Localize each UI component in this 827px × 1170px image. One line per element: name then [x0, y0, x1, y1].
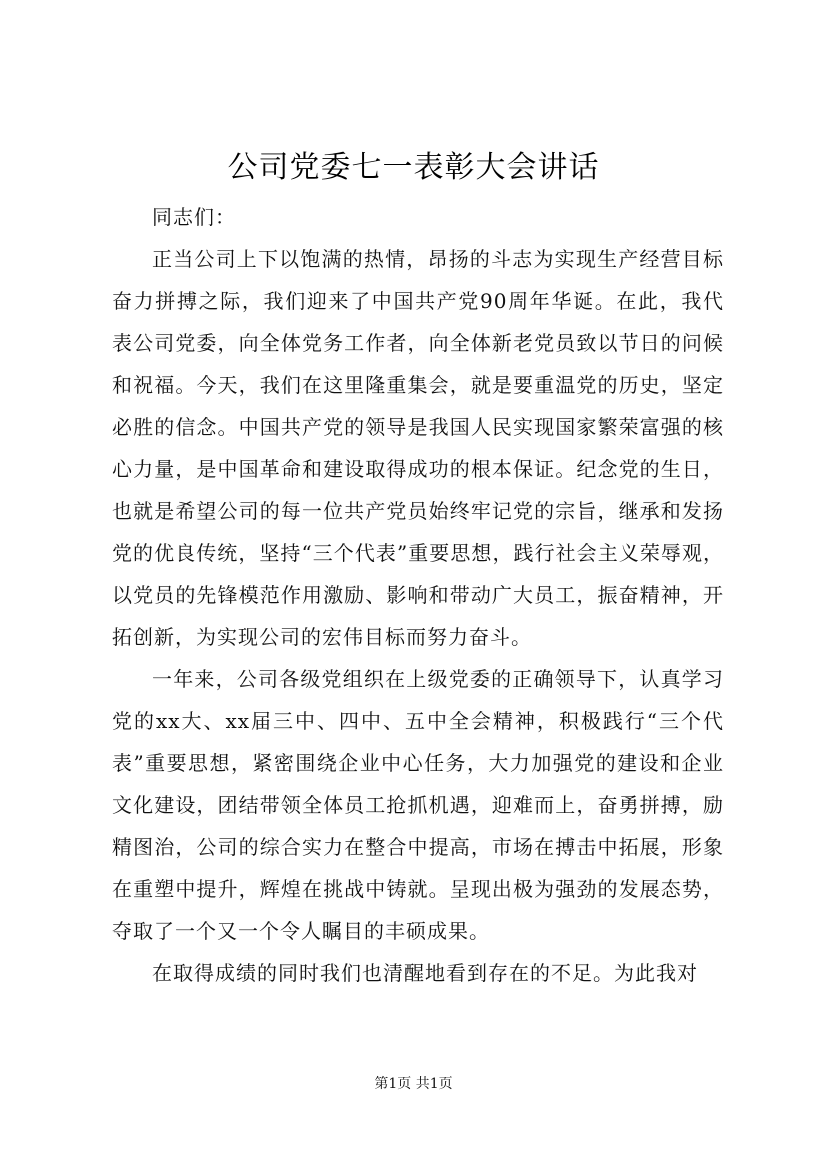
document-body	[112, 196, 724, 994]
salutation: 同志们：	[152, 205, 236, 229]
page-number-footer: 第1页 共1页	[374, 1076, 453, 1092]
paragraph-2: 一年来，公司各级党组织在上级党委的正确领导下，认真学习党的xx大、xx届三中、四中、五中全会精神，积极践行“三个代表”重要思想，紧密围绕企业中心任务，大力加强党的建设和企业文化建设，团结带领全体员工抢抓机遇，迎难而上，奋勇拼搏，励精图治，公司的综合实力在整合中提高，市场在搏击中拓展，形象在重塑中提升，辉煌在挑战中铸就。呈现出极为强劲的发展态势，夺取了一个又一个令人瞩目的丰硕成果。	[112, 667, 724, 943]
paragraph-3: 在取得成绩的同时我们也清醒地看到存在的不足。为此我对	[152, 961, 698, 985]
document-title: 公司党委七一表彰大会讲话	[227, 150, 600, 185]
paragraph-1: 正当公司上下以饱满的热情，昂扬的斗志为实现生产经营目标奋力拼搏之际，我们迎来了中国共产党90周年华诞。在此，我代表公司党委，向全体党务工作者，向全体新老党员致以节日的问候和祝福。今天，我们在这里隆重集会，就是要重温党的历史，坚定必胜的信念。中国共产党的领导是我国人民实现国家繁荣富强的核心力量，是中国革命和建设取得成功的根本保证。纪念党的生日，也就是希望公司的每一位共产党员始终牢记党的宗旨，继承和发扬党的优良传统，坚持“三个代表”重要思想，践行社会主义荣辱观，以党员的先锋模范作用激励、影响和带动广大员工，振奋精神，开拓创新，为实现公司的宏伟目标而努力奋斗。	[112, 247, 724, 649]
